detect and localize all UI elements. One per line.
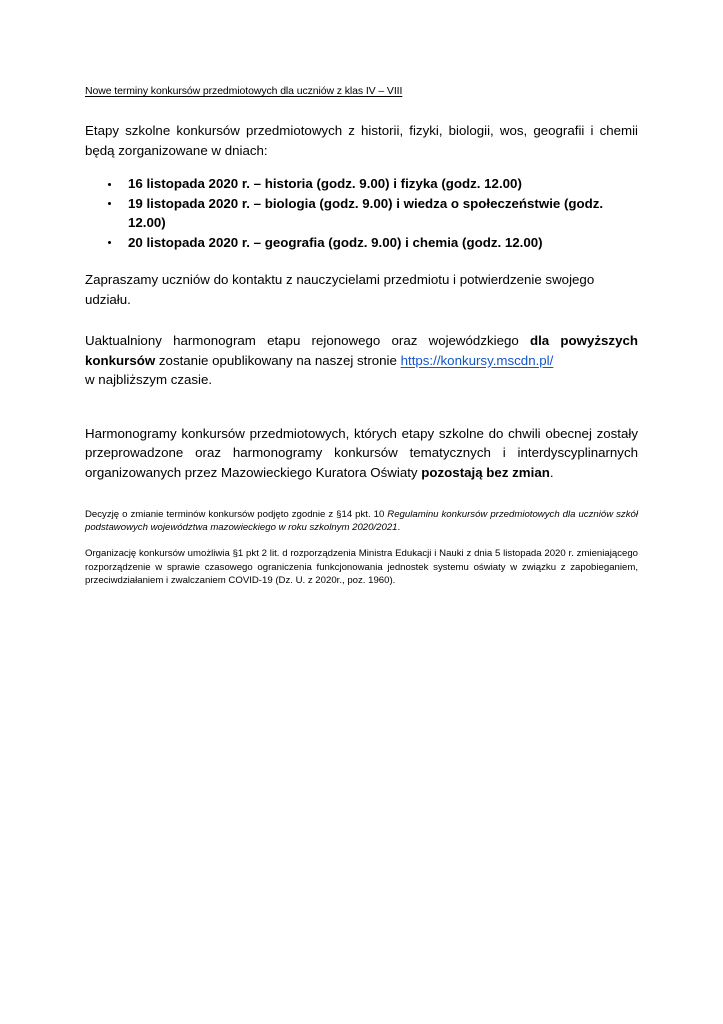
unchanged-emphasis: pozostają bez zmian — [421, 464, 550, 480]
schedule-emphasis: dla powyższych konkursów — [85, 333, 638, 368]
konkursy-website-link[interactable]: https://konkursy.mscdn.pl/ — [400, 352, 554, 368]
spacer — [85, 252, 638, 270]
list-item-label: 16 listopada 2020 r. – historia (godz. 9.00) i fizyka (godz. 12.00) — [128, 176, 522, 191]
spacer — [85, 482, 638, 508]
schedule-text-part1: Uaktualniony harmonogram etapu rejonowego oraz wojewódzkiego — [85, 333, 530, 348]
exam-dates-list — [85, 174, 638, 252]
footnote-legal-basis: Organizację konkursów umożliwia §1 pkt 2 lit. d rozporządzenia Ministra Edukacji i Nauki z dnia 5 listopada 2020 r. zmieniającego rozporządzenie w sprawie czasowego ograniczenia funkcjonowania jednostek systemu oświaty w związku z zapobieganiem, przeciwdziałaniem i zwalczaniem COVID-19 (Dz. U. z 2020r., poz. 1960). — [85, 548, 638, 586]
document-heading — [85, 84, 638, 98]
list-item — [85, 194, 638, 233]
footnote-regulation — [85, 508, 638, 534]
spacer — [85, 309, 638, 331]
list-item-label: 20 listopada 2020 r. – geografia (godz. 9.00) i chemia (godz. 12.00) — [128, 234, 543, 250]
invitation-paragraph: Zapraszamy uczniów do kontaktu z nauczycielami przedmiotu i potwierdzenie swojego udziału. — [85, 272, 595, 307]
list-item — [85, 174, 638, 194]
unchanged-text-part2: . — [549, 464, 554, 480]
bullet-icon — [108, 202, 111, 205]
schedule-text-part2: zostanie opublikowany na naszej stronie — [155, 352, 401, 368]
spacer — [85, 534, 638, 547]
document-heading-text: Nowe terminy konkursów przedmiotowych dla uczniów z klas IV – VIII — [85, 85, 403, 97]
footnote-text-part1: Decyzję o zmianie terminów konkursów podjęto zgodnie z §14 pkt. 10 — [85, 509, 388, 520]
list-item-label: 19 listopada 2020 r. – biologia (godz. 9.00) i wiedza o społeczeństwie (godz. 12.00) — [128, 195, 604, 230]
bullet-icon — [108, 183, 111, 186]
footnote-regulation-title: Regulaminu konkursów przedmiotowych dla uczniów szkół podstawowych województwa mazowieckiego w roku szkolnym 2020/2021 — [85, 509, 638, 534]
bullet-icon — [108, 241, 111, 244]
schedule-text-part3: w najbliższym czasie. — [85, 372, 213, 387]
unchanged-text-part1: Harmonogramy konkursów przedmiotowych, których etapy szkolne do chwili obecnej zostały przeprowadzone oraz harmonogramy konkursów tematycznych i interdyscyplinarnych organizowanych przez Mazowieckiego Kuratora Oświaty — [85, 425, 638, 480]
list-item — [85, 233, 638, 253]
unchanged-schedules-paragraph — [85, 424, 638, 483]
intro-paragraph: Etapy szkolne konkursów przedmiotowych z historii, fizyki, biologii, wos, geografii i chemii będą zorganizowane w dniach: — [85, 123, 638, 158]
document-content — [85, 84, 638, 587]
schedule-paragraph — [85, 331, 638, 390]
spacer — [85, 160, 638, 174]
spacer — [85, 390, 638, 424]
footnote-text-part2: . — [397, 522, 401, 534]
